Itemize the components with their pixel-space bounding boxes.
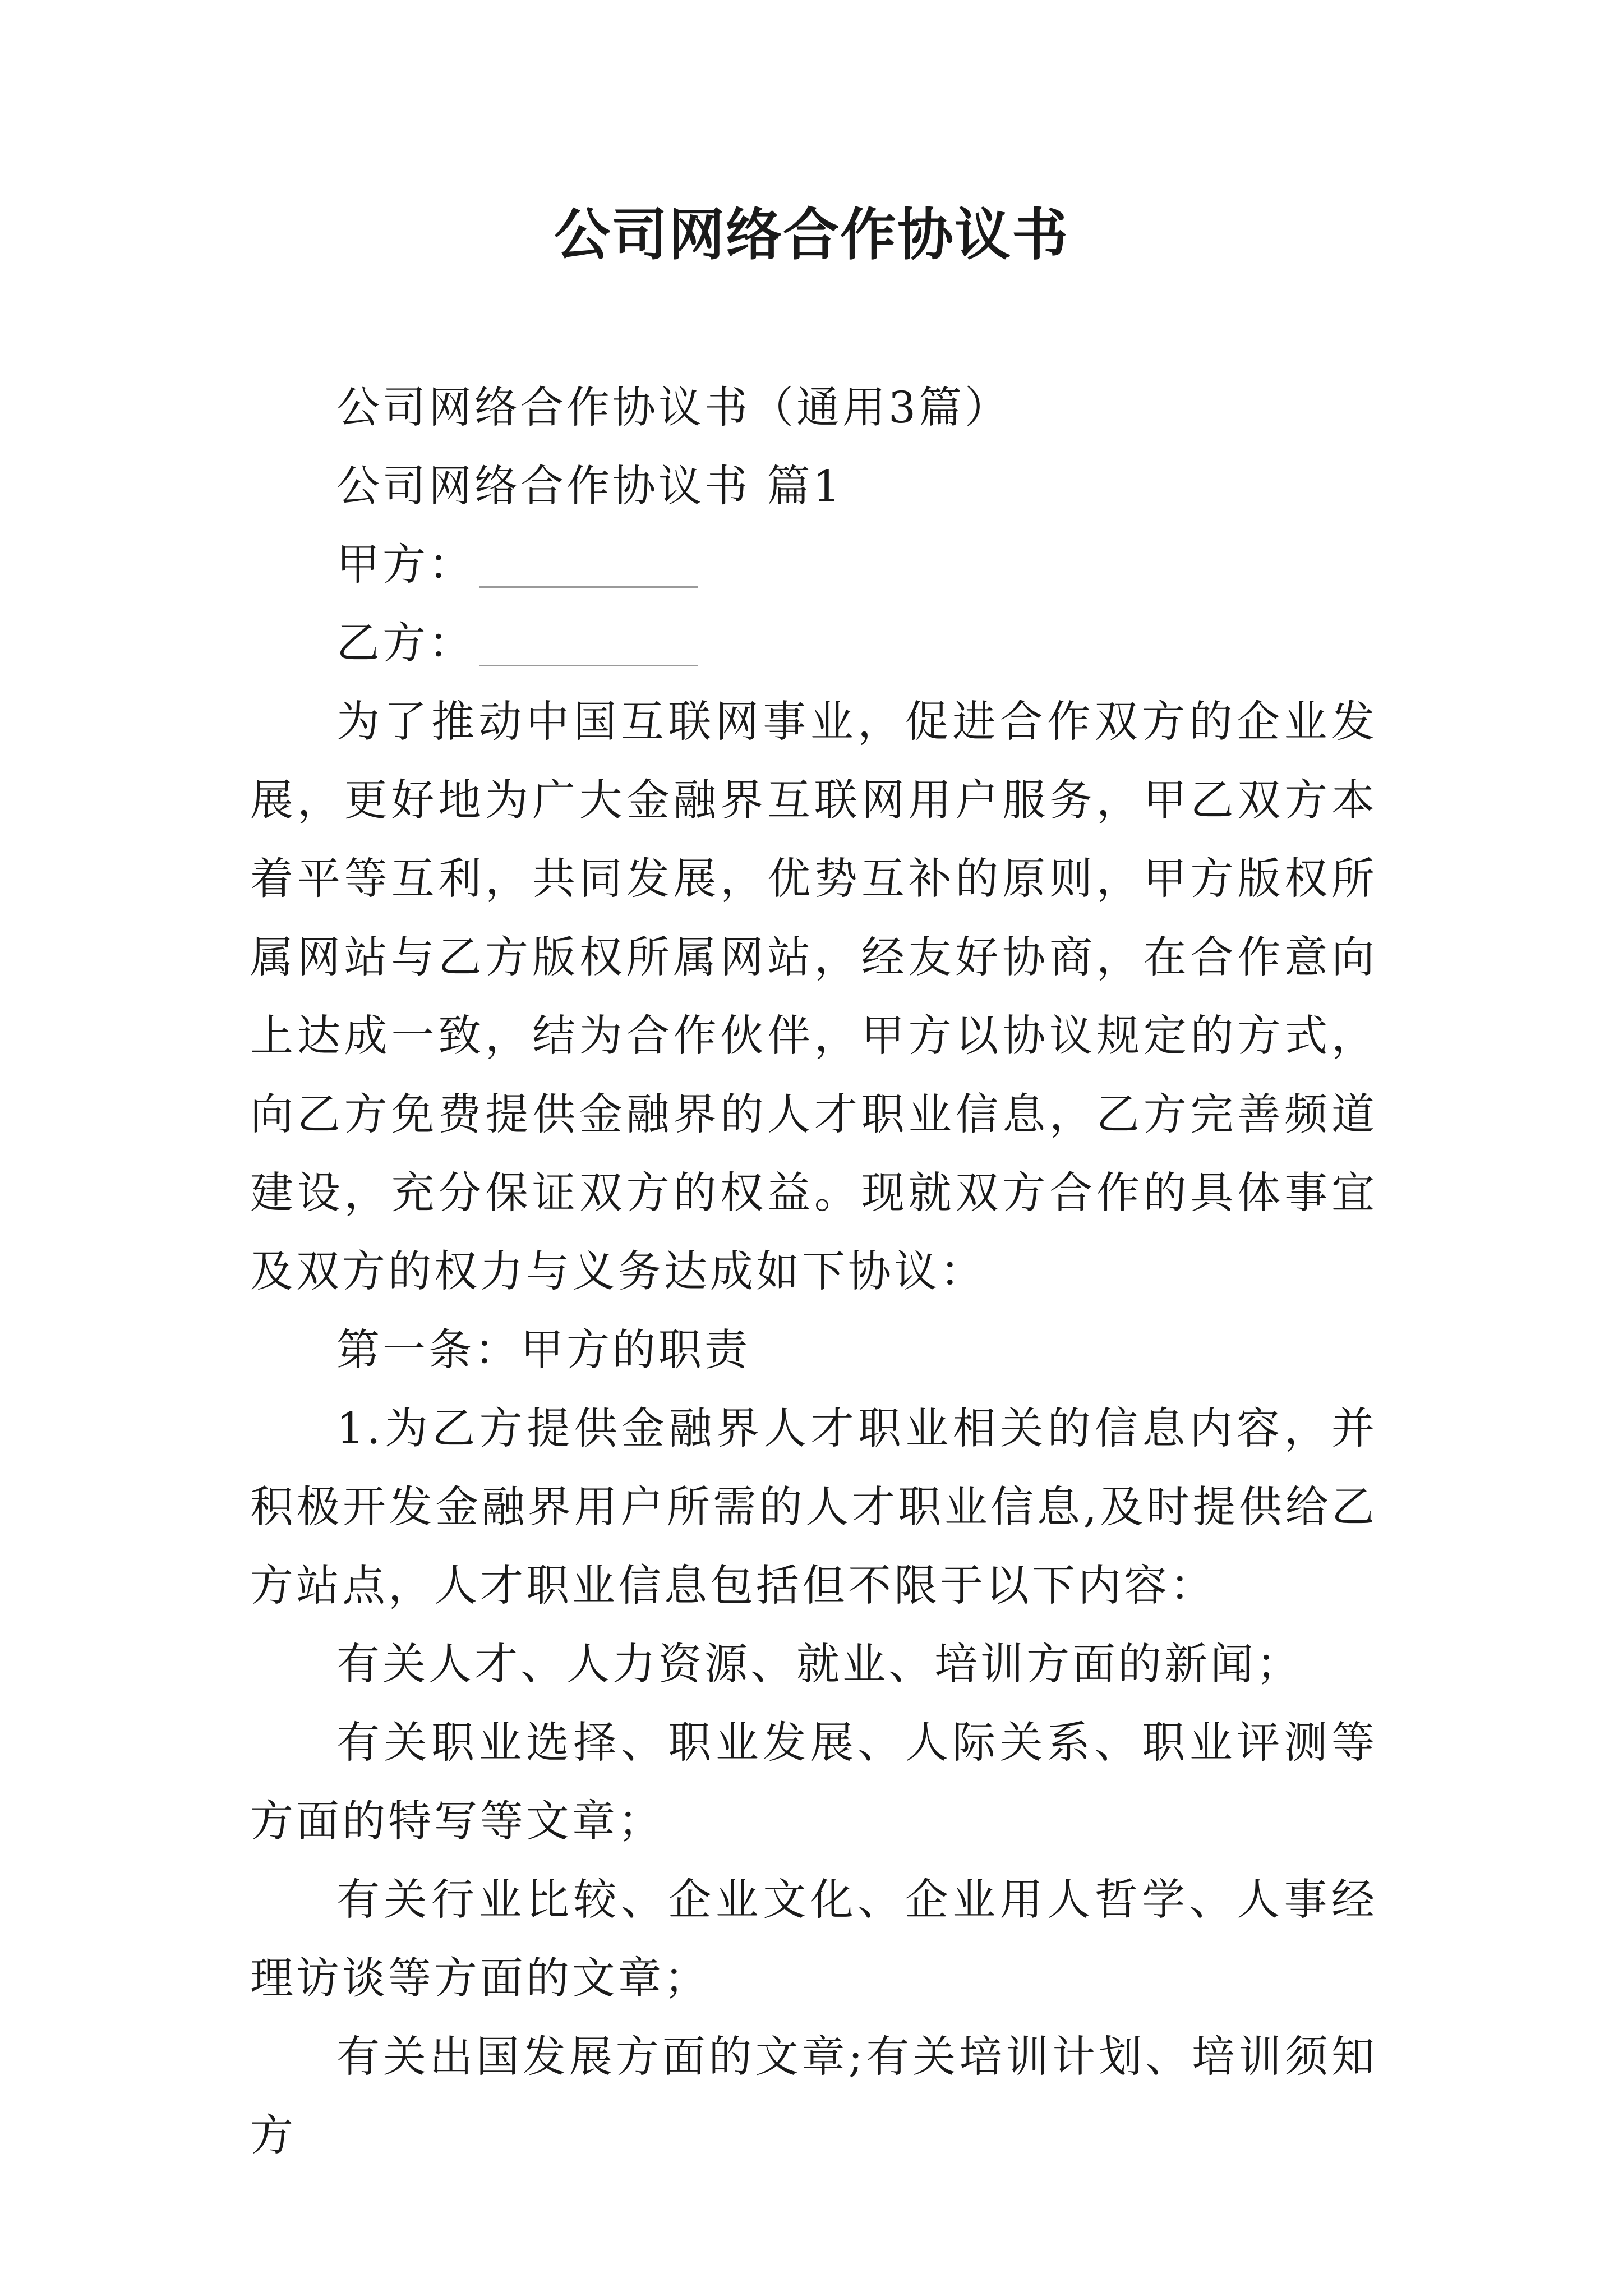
intro-paragraph: 为了推动中国互联网事业，促进合作双方的企业发展，更好地为广大金融界互联网用户服务，甲乙双方本着平等互利，共同发展，优势互补的原则，甲方版权所属网站与乙方版权所属网站，经友好协商，在合作意向上达成一致，结为合作伙伴，甲方以协议规定的方式，向乙方免费提供金融界的人才职业信息，乙方完善频道建设，充分保证双方的权益。现就双方合作的具体事宜及双方的权力与义务达成如下协议： — [250, 697, 1377, 1297]
party-a-label: 甲方： — [336, 540, 474, 590]
article-1-heading: 第一条：甲方的职责 — [336, 1326, 750, 1375]
party-b-blank — [479, 665, 698, 666]
party-b-line — [250, 605, 1377, 683]
list-item: 有关职业选择、职业发展、人际关系、职业评测等方面的特写等文章； — [250, 1718, 1377, 1847]
document-body — [250, 369, 1377, 2175]
document-subtitle: 公司网络合作协议书（通用3篇） — [336, 383, 1011, 433]
section-heading: 公司网络合作协议书 篇1 — [336, 462, 843, 512]
list-item: 有关出国发展方面的文章;有关培训计划、培训须知方 — [250, 2032, 1377, 2161]
document-title: 公司网络合作协议书 — [554, 201, 1069, 268]
clause-1: 1.为乙方提供金融界人才职业相关的信息内容，并积极开发金融界用户所需的人才职业信息,及时提供给乙方站点，人才职业信息包括但不限于以下内容： — [250, 1404, 1377, 1611]
party-b-label: 乙方： — [336, 619, 474, 669]
list-item: 有关人才、人力资源、就业、培训方面的新闻； — [336, 1640, 1302, 1690]
list-item: 有关行业比较、企业文化、企业用人哲学、人事经理访谈等方面的文章； — [250, 1875, 1377, 2004]
party-a-blank — [479, 586, 698, 588]
party-a-line — [250, 526, 1377, 605]
